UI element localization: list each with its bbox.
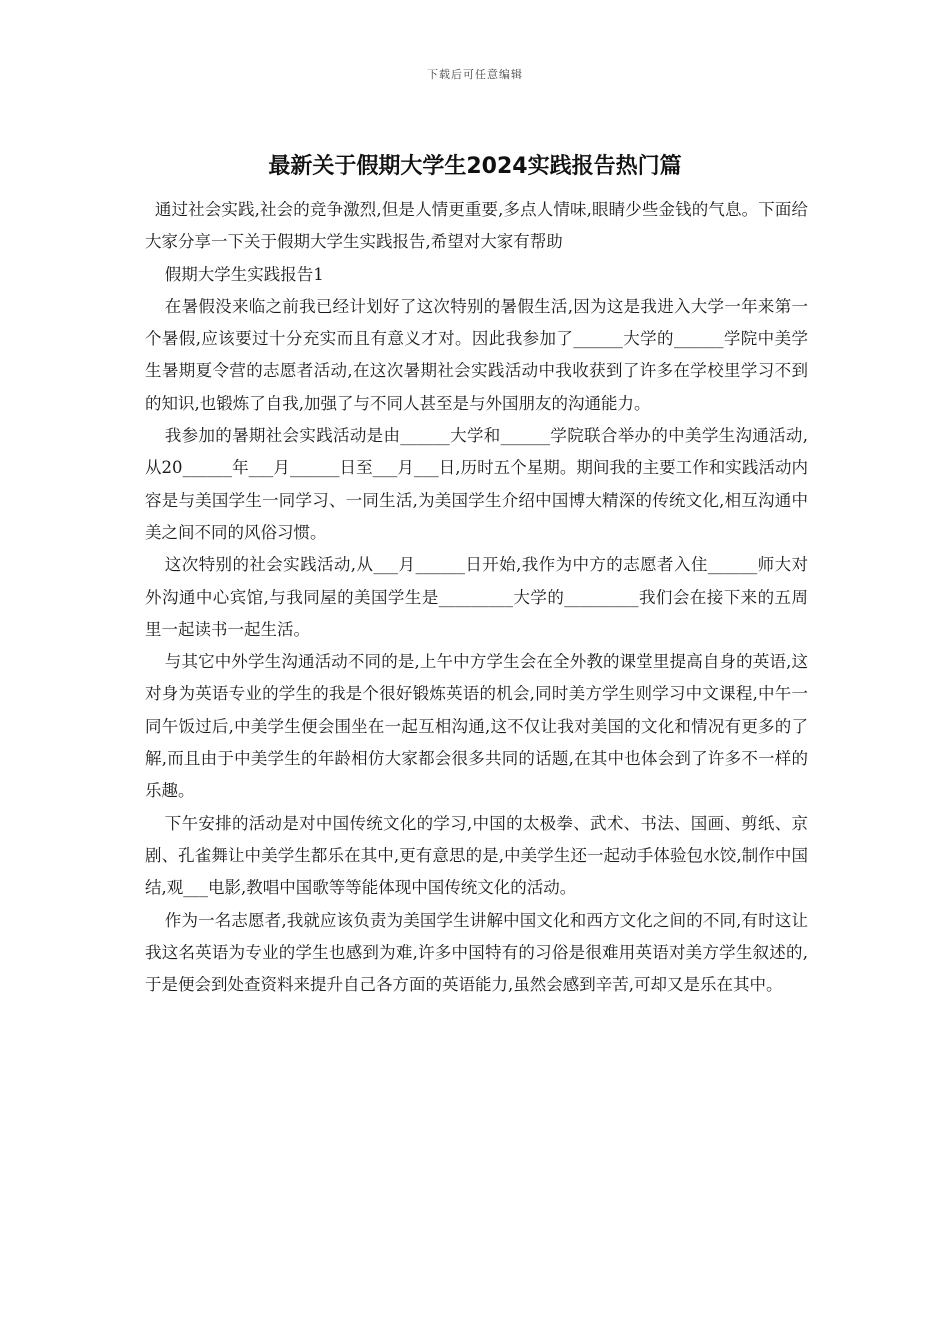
document-body xyxy=(145,194,808,1001)
document-title: 最新关于假期大学生2024实践报告热门篇 xyxy=(268,154,682,179)
page-header-note: 下载后可任意编辑 xyxy=(427,68,523,81)
intro-paragraph: 通过社会实践,社会的竞争激烈,但是人情更重要,多点人情味,眼睛少些金钱的气息。下面给大家分享一下关于假期大学生实践报告,希望对大家有帮助 xyxy=(145,200,808,252)
body-paragraph-5: 下午安排的活动是对中国传统文化的学习,中国的太极拳、武术、书法、国画、剪纸、京剧、孔雀舞让中美学生都乐在其中,更有意思的是,中美学生还一起动手体验包水饺,制作中国结,观___电影,教唱中国歌等等能体现中国传统文化的活动。 xyxy=(145,813,808,898)
body-paragraph-6: 作为一名志愿者,我就应该负责为美国学生讲解中国文化和西方文化之间的不同,有时这让我这名英语为专业的学生也感到为难,许多中国特有的习俗是很难用英语对美方学生叙述的,于是便会到处查资料来提升自己各方面的英语能力,虽然会感到辛苦,可却又是乐在其中。 xyxy=(145,910,808,995)
body-paragraph-3: 这次特别的社会实践活动,从___月______日开始,我作为中方的志愿者入住______师大对外沟通中心宾馆,与我同屋的美国学生是_________大学的_________我们会在接下来的五周里一起读书一起生活。 xyxy=(145,555,808,639)
body-paragraph-1: 在暑假没来临之前我已经计划好了这次特别的暑假生活,因为这是我进入大学一年来第一个暑假,应该要过十分充实而且有意义才对。因此我参加了______大学的______学院中美学生暑期夏令营的志愿者活动,在这次暑期社会实践活动中我收获到了许多在学校里学习不到的知识,也锻炼了自我,加强了与不同人甚至是与外国朋友的沟通能力。 xyxy=(145,296,808,413)
section-heading: 假期大学生实践报告1 xyxy=(164,264,324,284)
body-paragraph-2: 我参加的暑期社会实践活动是由______大学和______学院联合举办的中美学生沟通活动,从20______年___月______日至___月___日,历时五个星期。期间我的主要工作和实践活动内容是与美国学生一同学习、一同生活,为美国学生介绍中国博大精深的传统文化,相互沟通中美之间不同的风俗习惯。 xyxy=(145,426,808,542)
body-paragraph-4: 与其它中外学生沟通活动不同的是,上午中方学生会在全外教的课堂里提高自身的英语,这对身为英语专业的学生的我是个很好锻炼英语的机会,同时美方学生则学习中文课程,中午一同午饭过后,中美学生便会围坐在一起互相沟通,这不仅让我对美国的文化和情况有更多的了解,而且由于中美学生的年龄相仿大家都会很多共同的话题,在其中也体会到了许多不一样的乐趣。 xyxy=(145,652,808,801)
